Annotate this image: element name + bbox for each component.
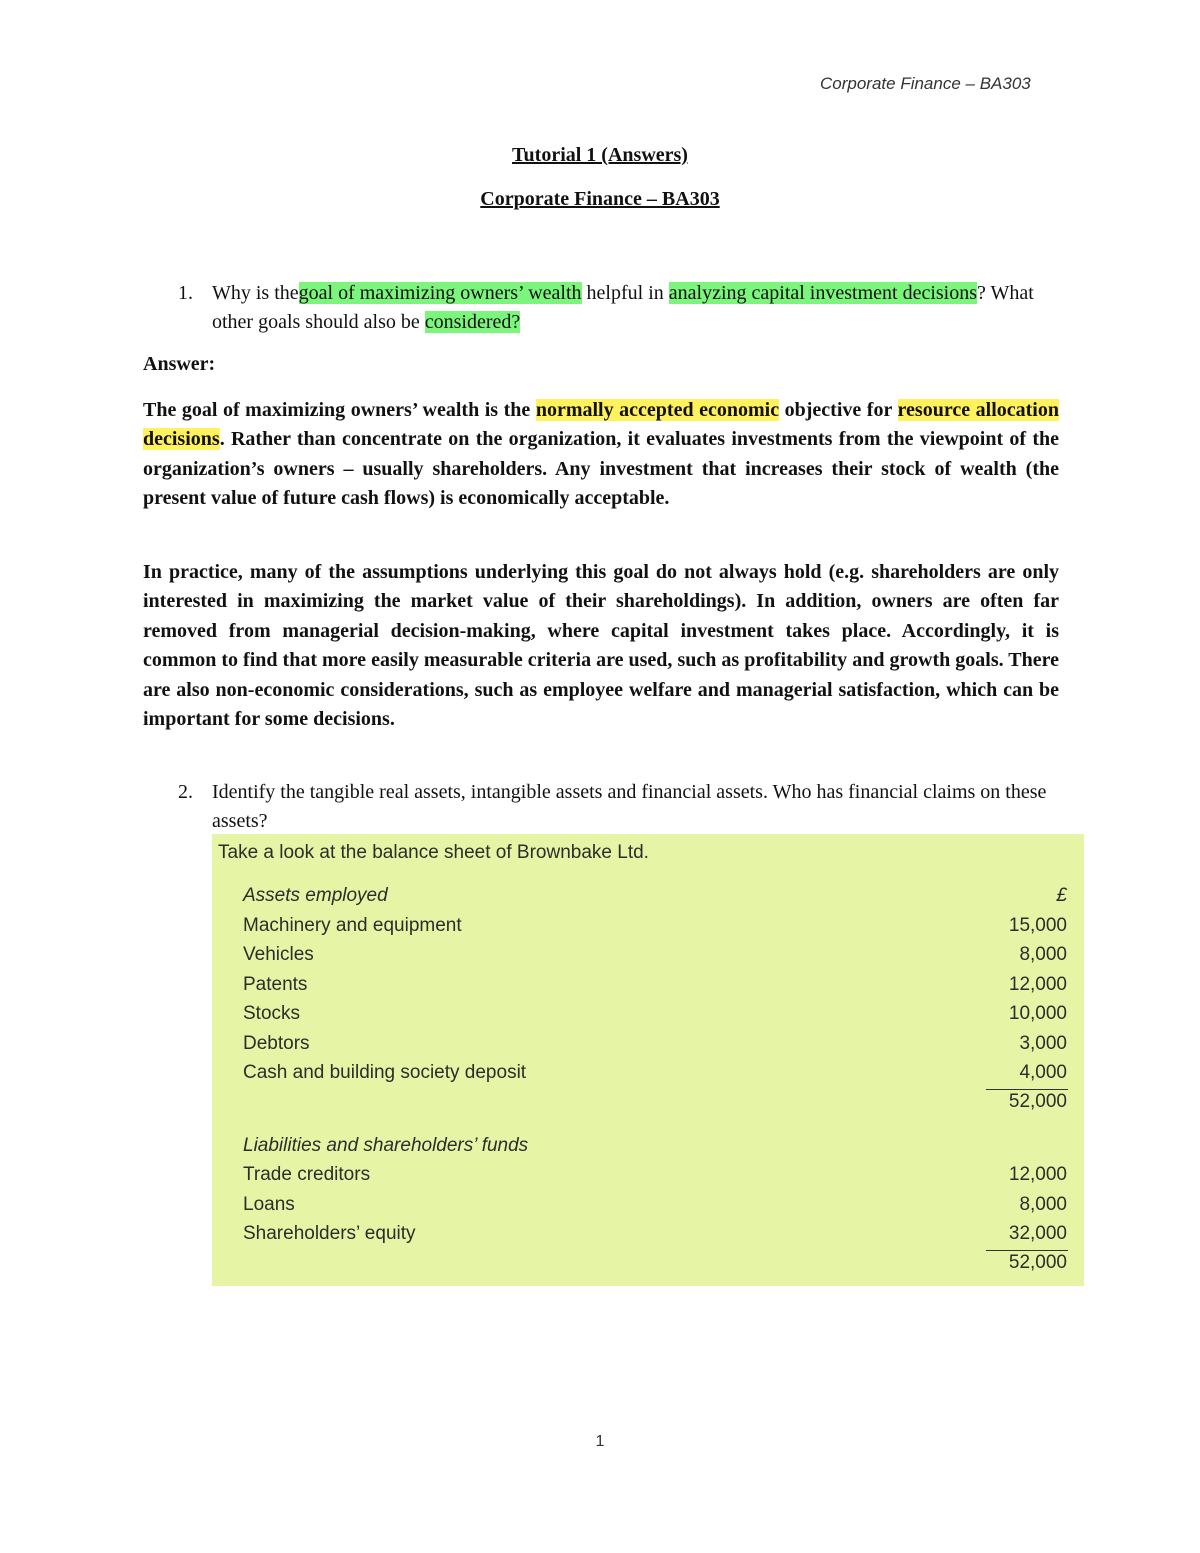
running-header: Corporate Finance – BA303 [820, 74, 1031, 93]
question-1-number: 1. [178, 282, 193, 304]
row-label: Cash and building society deposit [243, 1062, 527, 1083]
row-label: Debtors [243, 1033, 310, 1054]
liabilities-total: 52,000 [1008, 1252, 1067, 1273]
question-1-part: ? What other goals should also be [212, 282, 1034, 333]
table-row [243, 1003, 1067, 1031]
row-label: Trade creditors [243, 1164, 371, 1185]
assets-total-row [243, 1091, 1067, 1119]
answer-label: Answer: [143, 353, 216, 375]
table-row [243, 1062, 1067, 1090]
balance-sheet-box [212, 834, 1084, 1286]
question-2-text: Identify the tangible real assets, intangible assets and financial assets. Who has financial claims on these assets? [212, 781, 1047, 832]
highlight-yellow: normally accepted economic [535, 399, 780, 421]
assets-heading: Assets employed [243, 885, 388, 906]
row-label: Stocks [243, 1003, 301, 1024]
currency-symbol: £ [1056, 885, 1067, 906]
question-2-number: 2. [178, 781, 193, 803]
row-value: 32,000 [1008, 1223, 1067, 1244]
page-number: 1 [595, 1433, 605, 1450]
assets-heading-row [243, 885, 1067, 913]
row-label: Patents [243, 974, 308, 995]
row-value: 10,000 [1008, 1003, 1067, 1024]
highlight-green: analyzing capital investment decisions [668, 282, 978, 304]
question-1 [178, 279, 1058, 337]
row-value: 8,000 [1019, 944, 1067, 965]
row-value: 8,000 [1019, 1194, 1067, 1215]
total-rule [986, 1089, 1068, 1090]
liabilities-heading: Liabilities and shareholders’ funds [243, 1135, 529, 1156]
row-value: 4,000 [1019, 1062, 1067, 1083]
table-row [243, 944, 1067, 972]
liabilities-heading-row [243, 1135, 1067, 1163]
table-row [243, 1194, 1067, 1222]
highlight-green: considered? [424, 311, 521, 333]
row-value: 12,000 [1008, 1164, 1067, 1185]
answer-text: The goal of maximizing owners’ wealth is the [143, 399, 536, 421]
page-subtitle: Corporate Finance – BA303 [480, 188, 720, 210]
answer-text: objective for [779, 399, 898, 421]
table-row [243, 1033, 1067, 1061]
assets-total: 52,000 [1008, 1091, 1067, 1112]
highlight-yellow: resource allocation decisions [143, 399, 1059, 451]
answer-paragraph-2: In practice, many of the assumptions underlying this goal do not always hold (e.g. shareholders are only interested in maximizing the market value of their shareholdings). In addition, owners are often far removed from managerial decision-making, where capital investment takes place. Accordingly, it is common to find that more easily measurable criteria are used, such as profitability and growth goals. There are also non-economic considerations, such as employee welfare and managerial satisfaction, which can be important for some decisions. [143, 561, 1059, 731]
balance-sheet-intro: Take a look at the balance sheet of Brownbake Ltd. [218, 842, 649, 863]
row-value: 3,000 [1019, 1033, 1067, 1054]
page-title: Tutorial 1 (Answers) [512, 144, 688, 166]
table-row [243, 1164, 1067, 1192]
answer-paragraph-1 [143, 396, 1059, 514]
row-label: Vehicles [243, 944, 314, 965]
question-1-part: helpful in [581, 282, 669, 304]
liabilities-total-row [243, 1252, 1067, 1280]
row-label: Shareholders’ equity [243, 1223, 416, 1244]
row-value: 15,000 [1008, 915, 1067, 936]
row-label: Loans [243, 1194, 295, 1215]
question-2 [178, 778, 1058, 836]
highlight-green: goal of maximizing owners’ wealth [298, 282, 582, 304]
question-1-text [212, 279, 1058, 337]
row-value: 12,000 [1008, 974, 1067, 995]
answer-text: . Rather than concentrate on the organization, it evaluates investments from the viewpoint of the organization’s owners – usually shareholders. Any investment that increases their stock of wealth (the present value of future cash flows) is economically acceptable. [143, 428, 1059, 510]
total-rule [986, 1250, 1068, 1251]
table-row [243, 974, 1067, 1002]
table-row [243, 915, 1067, 943]
table-row [243, 1223, 1067, 1251]
question-1-part: Why is the [212, 282, 299, 304]
row-label: Machinery and equipment [243, 915, 462, 936]
